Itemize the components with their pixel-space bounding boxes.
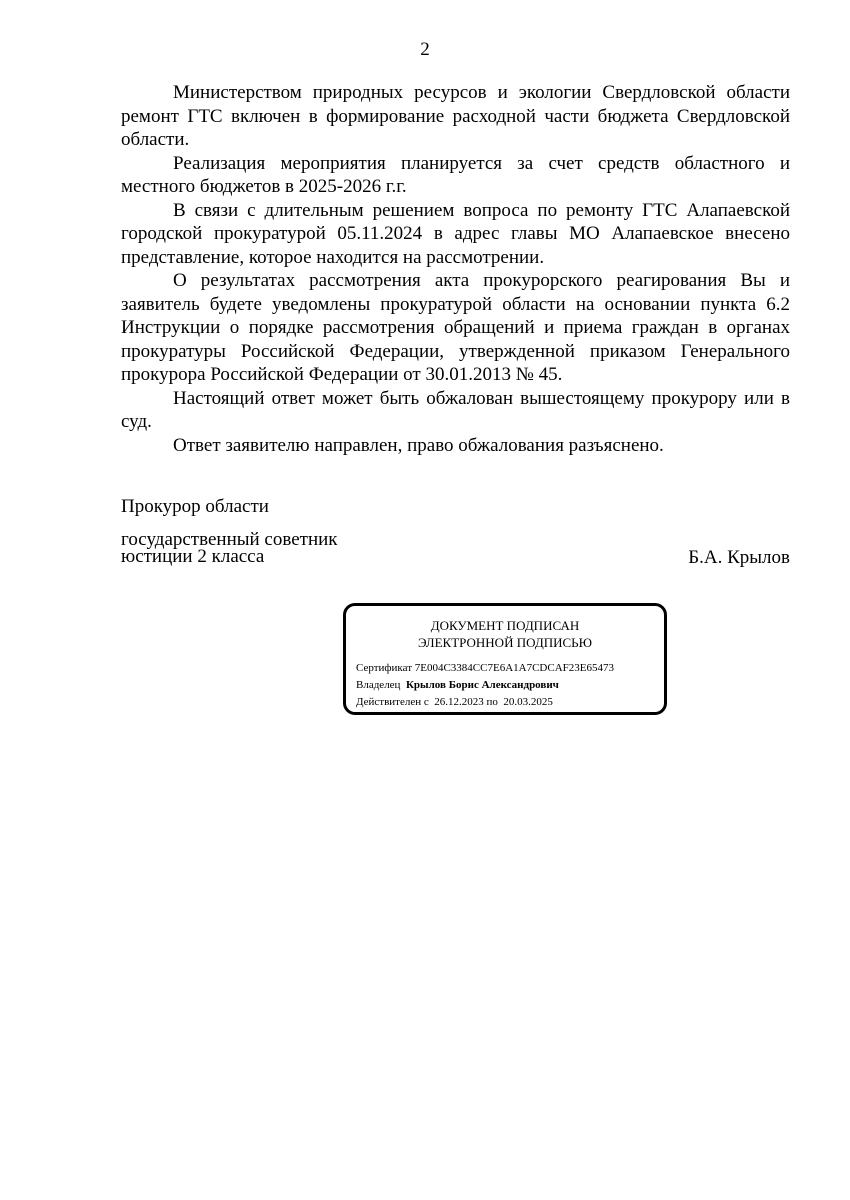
stamp-certificate-row [356,660,614,677]
stamp-owner-row [356,677,614,694]
stamp-heading-line1: ДОКУМЕНТ ПОДПИСАН [430,618,580,633]
paragraph-budget: Министерством природных ресурсов и экологии Свердловской области ремонт ГТС включен в формирование расходной части бюджета Свердловской области. [121,82,790,150]
paragraph-appeal: Настоящий ответ может быть обжалован вышестоящему прокурору или в суд. [121,387,790,432]
stamp-valid-to-label: по [486,696,498,708]
stamp-certificate-value: 7E004C3384CC7E6A1A7CDCAF23E65473 [414,662,614,674]
stamp-valid-from: 26.12.2023 [434,696,484,708]
letter-body [121,81,790,457]
stamp-validity-row [356,694,614,711]
stamp-heading [346,617,664,651]
stamp-valid-to: 20.03.2025 [503,696,553,708]
paragraph-applicant: Ответ заявителю направлен, право обжалования разъяснено. [173,434,664,456]
paragraph-notification: О результатах рассмотрения акта прокурорского реагирования Вы и заявитель будете уведомлены прокуратурой области на основании пункта 6.2 Инструкции о порядке рассмотрения обращений и приема граждан в органах прокуратуры Российской Федерации, утвержденной приказом Генерального прокурора Российской Федерации от 30.01.2013 № 45. [121,270,790,385]
signer-name: Б.А. Крылов [688,547,790,568]
paragraph-funding: Реализация мероприятия планируется за счет средств областного и местного бюджетов в 2025-2026 г.г. [121,152,790,197]
stamp-certificate-label: Сертификат [356,662,412,674]
signer-rank-line1: государственный советник [121,529,338,550]
stamp-details [356,660,614,711]
signer-rank-line2: юстиции 2 класса [121,546,265,567]
paragraph-representation: В связи с длительным решением вопроса по ремонту ГТС Алапаевской городской прокуратурой 05.11.2024 в адрес главы МО Алапаевское внесено представление, которое находится на рассмотрении. [121,199,790,268]
electronic-signature-stamp [343,603,667,715]
stamp-owner-value: Крылов Борис Александрович [405,679,559,691]
signer-position: Прокурор области [121,496,269,517]
signer-rank [121,531,338,565]
stamp-owner-label: Владелец [356,679,401,691]
page-number: 2 [420,39,430,60]
stamp-valid-from-label: Действителен с [356,696,429,708]
stamp-heading-line2: ЭЛЕКТРОННОЙ ПОДПИСЬЮ [418,635,592,650]
